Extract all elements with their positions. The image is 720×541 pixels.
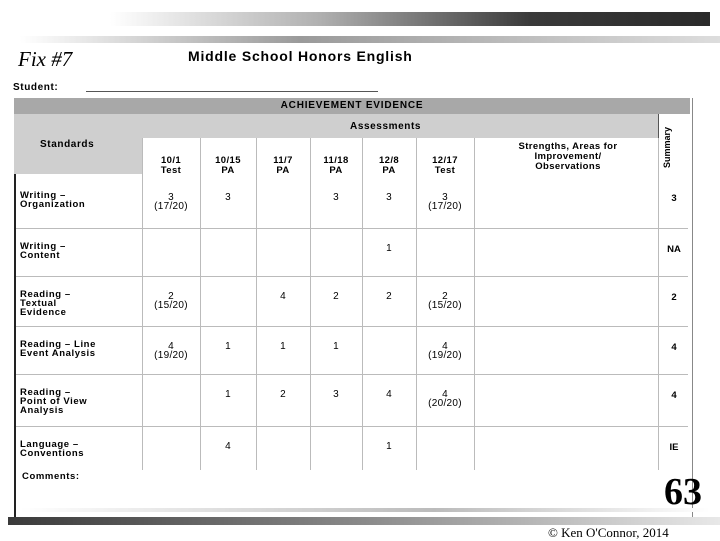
decorative-top-bar bbox=[110, 12, 710, 26]
copyright-text: © Ken O'Connor, 2014 bbox=[548, 525, 669, 540]
score-value: 1 bbox=[280, 341, 286, 352]
row-divider bbox=[16, 326, 688, 327]
achievement-evidence-header: ACHIEVEMENT EVIDENCE bbox=[14, 98, 690, 114]
column-divider bbox=[310, 138, 311, 470]
score-cell bbox=[362, 292, 416, 301]
assessment-column-header bbox=[200, 156, 256, 176]
standard-label-line: Language – bbox=[20, 439, 79, 450]
assessments-header: Assessments bbox=[350, 121, 422, 132]
column-divider bbox=[474, 138, 475, 470]
score-value: 1 bbox=[225, 341, 231, 352]
assessment-type: PA bbox=[329, 165, 343, 176]
standard-label bbox=[20, 440, 84, 458]
score-value: 2 bbox=[168, 291, 174, 302]
assessment-date: 12/17 bbox=[432, 155, 458, 166]
assessment-column-header bbox=[142, 156, 200, 176]
row-divider bbox=[16, 374, 688, 375]
score-cell bbox=[200, 442, 256, 451]
score-value: 4 bbox=[386, 389, 392, 400]
standard-label-line: Reading – bbox=[20, 387, 71, 398]
summary-cell: 4 bbox=[671, 390, 677, 401]
column-divider bbox=[200, 138, 201, 470]
row-divider bbox=[16, 228, 688, 229]
score-value: 2 bbox=[386, 291, 392, 302]
slide-number: 63 bbox=[664, 471, 702, 513]
decorative-bottom-bar bbox=[8, 517, 720, 525]
standard-label-line: Reading – bbox=[20, 289, 71, 300]
assessment-type: PA bbox=[382, 165, 396, 176]
decorative-sub-bar bbox=[20, 36, 720, 43]
score-value: 1 bbox=[225, 389, 231, 400]
score-value: 3 bbox=[225, 192, 231, 203]
score-cell bbox=[142, 342, 200, 360]
score-value: 3 bbox=[386, 192, 392, 203]
slide-label: Fix #7 bbox=[18, 47, 73, 71]
score-cell bbox=[362, 244, 416, 253]
score-value: 3 bbox=[442, 192, 448, 203]
assessment-type: PA bbox=[221, 165, 235, 176]
score-cell bbox=[142, 292, 200, 310]
score-fraction: (15/20) bbox=[154, 300, 188, 311]
standard-label-line: Writing – bbox=[20, 190, 66, 201]
score-value: 4 bbox=[442, 389, 448, 400]
standard-label bbox=[20, 191, 85, 209]
summary-cell: 4 bbox=[671, 342, 677, 353]
document-title: Middle School Honors English bbox=[188, 48, 413, 64]
assessment-date: 11/7 bbox=[273, 155, 293, 166]
standard-label-line: Event Analysis bbox=[20, 348, 96, 359]
score-value: 2 bbox=[333, 291, 339, 302]
score-fraction: (19/20) bbox=[154, 350, 188, 361]
student-name-line bbox=[86, 91, 378, 92]
standard-label-line: Organization bbox=[20, 199, 86, 210]
standard-label bbox=[20, 340, 96, 358]
assessment-type: Test bbox=[434, 165, 456, 176]
score-cell bbox=[256, 390, 310, 399]
score-cell bbox=[310, 193, 362, 202]
score-value: 2 bbox=[442, 291, 448, 302]
standard-label-line: Textual bbox=[20, 298, 57, 309]
score-cell bbox=[310, 390, 362, 399]
score-value: 1 bbox=[333, 341, 339, 352]
assessment-column-header bbox=[310, 156, 362, 176]
score-value: 3 bbox=[168, 192, 174, 203]
standard-label-line: Point of View bbox=[20, 396, 88, 407]
score-value: 1 bbox=[386, 441, 392, 452]
score-fraction: (17/20) bbox=[428, 201, 462, 212]
strengths-header bbox=[478, 142, 658, 172]
standard-label bbox=[20, 242, 66, 260]
score-cell bbox=[256, 292, 310, 301]
score-cell bbox=[142, 193, 200, 211]
score-value: 3 bbox=[333, 389, 339, 400]
row-divider bbox=[16, 276, 688, 277]
score-cell bbox=[362, 442, 416, 451]
standard-label-line: Analysis bbox=[20, 405, 64, 416]
summary-cell: NA bbox=[667, 244, 681, 255]
score-cell bbox=[256, 342, 310, 351]
score-value: 4 bbox=[168, 341, 174, 352]
score-value: 4 bbox=[225, 441, 231, 452]
strengths-header-line-2: Improvement/ bbox=[534, 151, 602, 162]
standard-label-line: Content bbox=[20, 250, 61, 261]
score-cell bbox=[200, 390, 256, 399]
score-cell bbox=[310, 292, 362, 301]
strengths-header-line-3: Observations bbox=[535, 161, 601, 172]
column-divider bbox=[362, 138, 363, 470]
score-fraction: (19/20) bbox=[428, 350, 462, 361]
assessment-column-header bbox=[416, 156, 474, 176]
score-cell bbox=[200, 193, 256, 202]
standard-label-line: Reading – Line bbox=[20, 339, 96, 350]
standard-label bbox=[20, 388, 87, 415]
standard-label-line: Evidence bbox=[20, 307, 67, 318]
standard-label-line: Conventions bbox=[20, 448, 85, 459]
score-value: 1 bbox=[386, 243, 392, 254]
column-divider bbox=[658, 138, 659, 470]
score-cell bbox=[416, 193, 474, 211]
row-divider bbox=[16, 426, 688, 427]
score-cell bbox=[362, 390, 416, 399]
assessment-type: PA bbox=[276, 165, 290, 176]
strengths-header-line-1: Strengths, Areas for bbox=[518, 141, 618, 152]
comments-label: Comments: bbox=[22, 471, 80, 482]
score-cell bbox=[416, 342, 474, 360]
score-fraction: (20/20) bbox=[428, 398, 462, 409]
standard-label bbox=[20, 290, 71, 317]
score-value: 2 bbox=[280, 389, 286, 400]
assessment-type: Test bbox=[160, 165, 182, 176]
score-fraction: (17/20) bbox=[154, 201, 188, 212]
assessment-date: 10/1 bbox=[160, 155, 182, 166]
assessment-column-header bbox=[256, 156, 310, 176]
score-cell bbox=[310, 342, 362, 351]
standard-label-line: Writing – bbox=[20, 241, 66, 252]
score-value: 3 bbox=[333, 192, 339, 203]
summary-cell: IE bbox=[669, 442, 679, 453]
score-cell bbox=[416, 292, 474, 310]
assessment-date: 11/18 bbox=[323, 155, 349, 166]
assessment-date: 12/8 bbox=[378, 155, 400, 166]
assessment-date: 10/15 bbox=[215, 155, 241, 166]
decorative-footer-line bbox=[20, 508, 710, 512]
summary-cell: 2 bbox=[671, 292, 677, 303]
student-label: Student: bbox=[13, 82, 59, 93]
standards-header: Standards bbox=[40, 139, 95, 150]
summary-header: Summary bbox=[662, 126, 672, 168]
score-cell bbox=[362, 193, 416, 202]
score-value: 4 bbox=[280, 291, 286, 302]
summary-cell: 3 bbox=[671, 193, 677, 204]
score-fraction: (15/20) bbox=[428, 300, 462, 311]
column-divider bbox=[256, 138, 257, 470]
assessment-column-header bbox=[362, 156, 416, 176]
score-cell bbox=[200, 342, 256, 351]
score-cell bbox=[416, 390, 474, 408]
score-value: 4 bbox=[442, 341, 448, 352]
